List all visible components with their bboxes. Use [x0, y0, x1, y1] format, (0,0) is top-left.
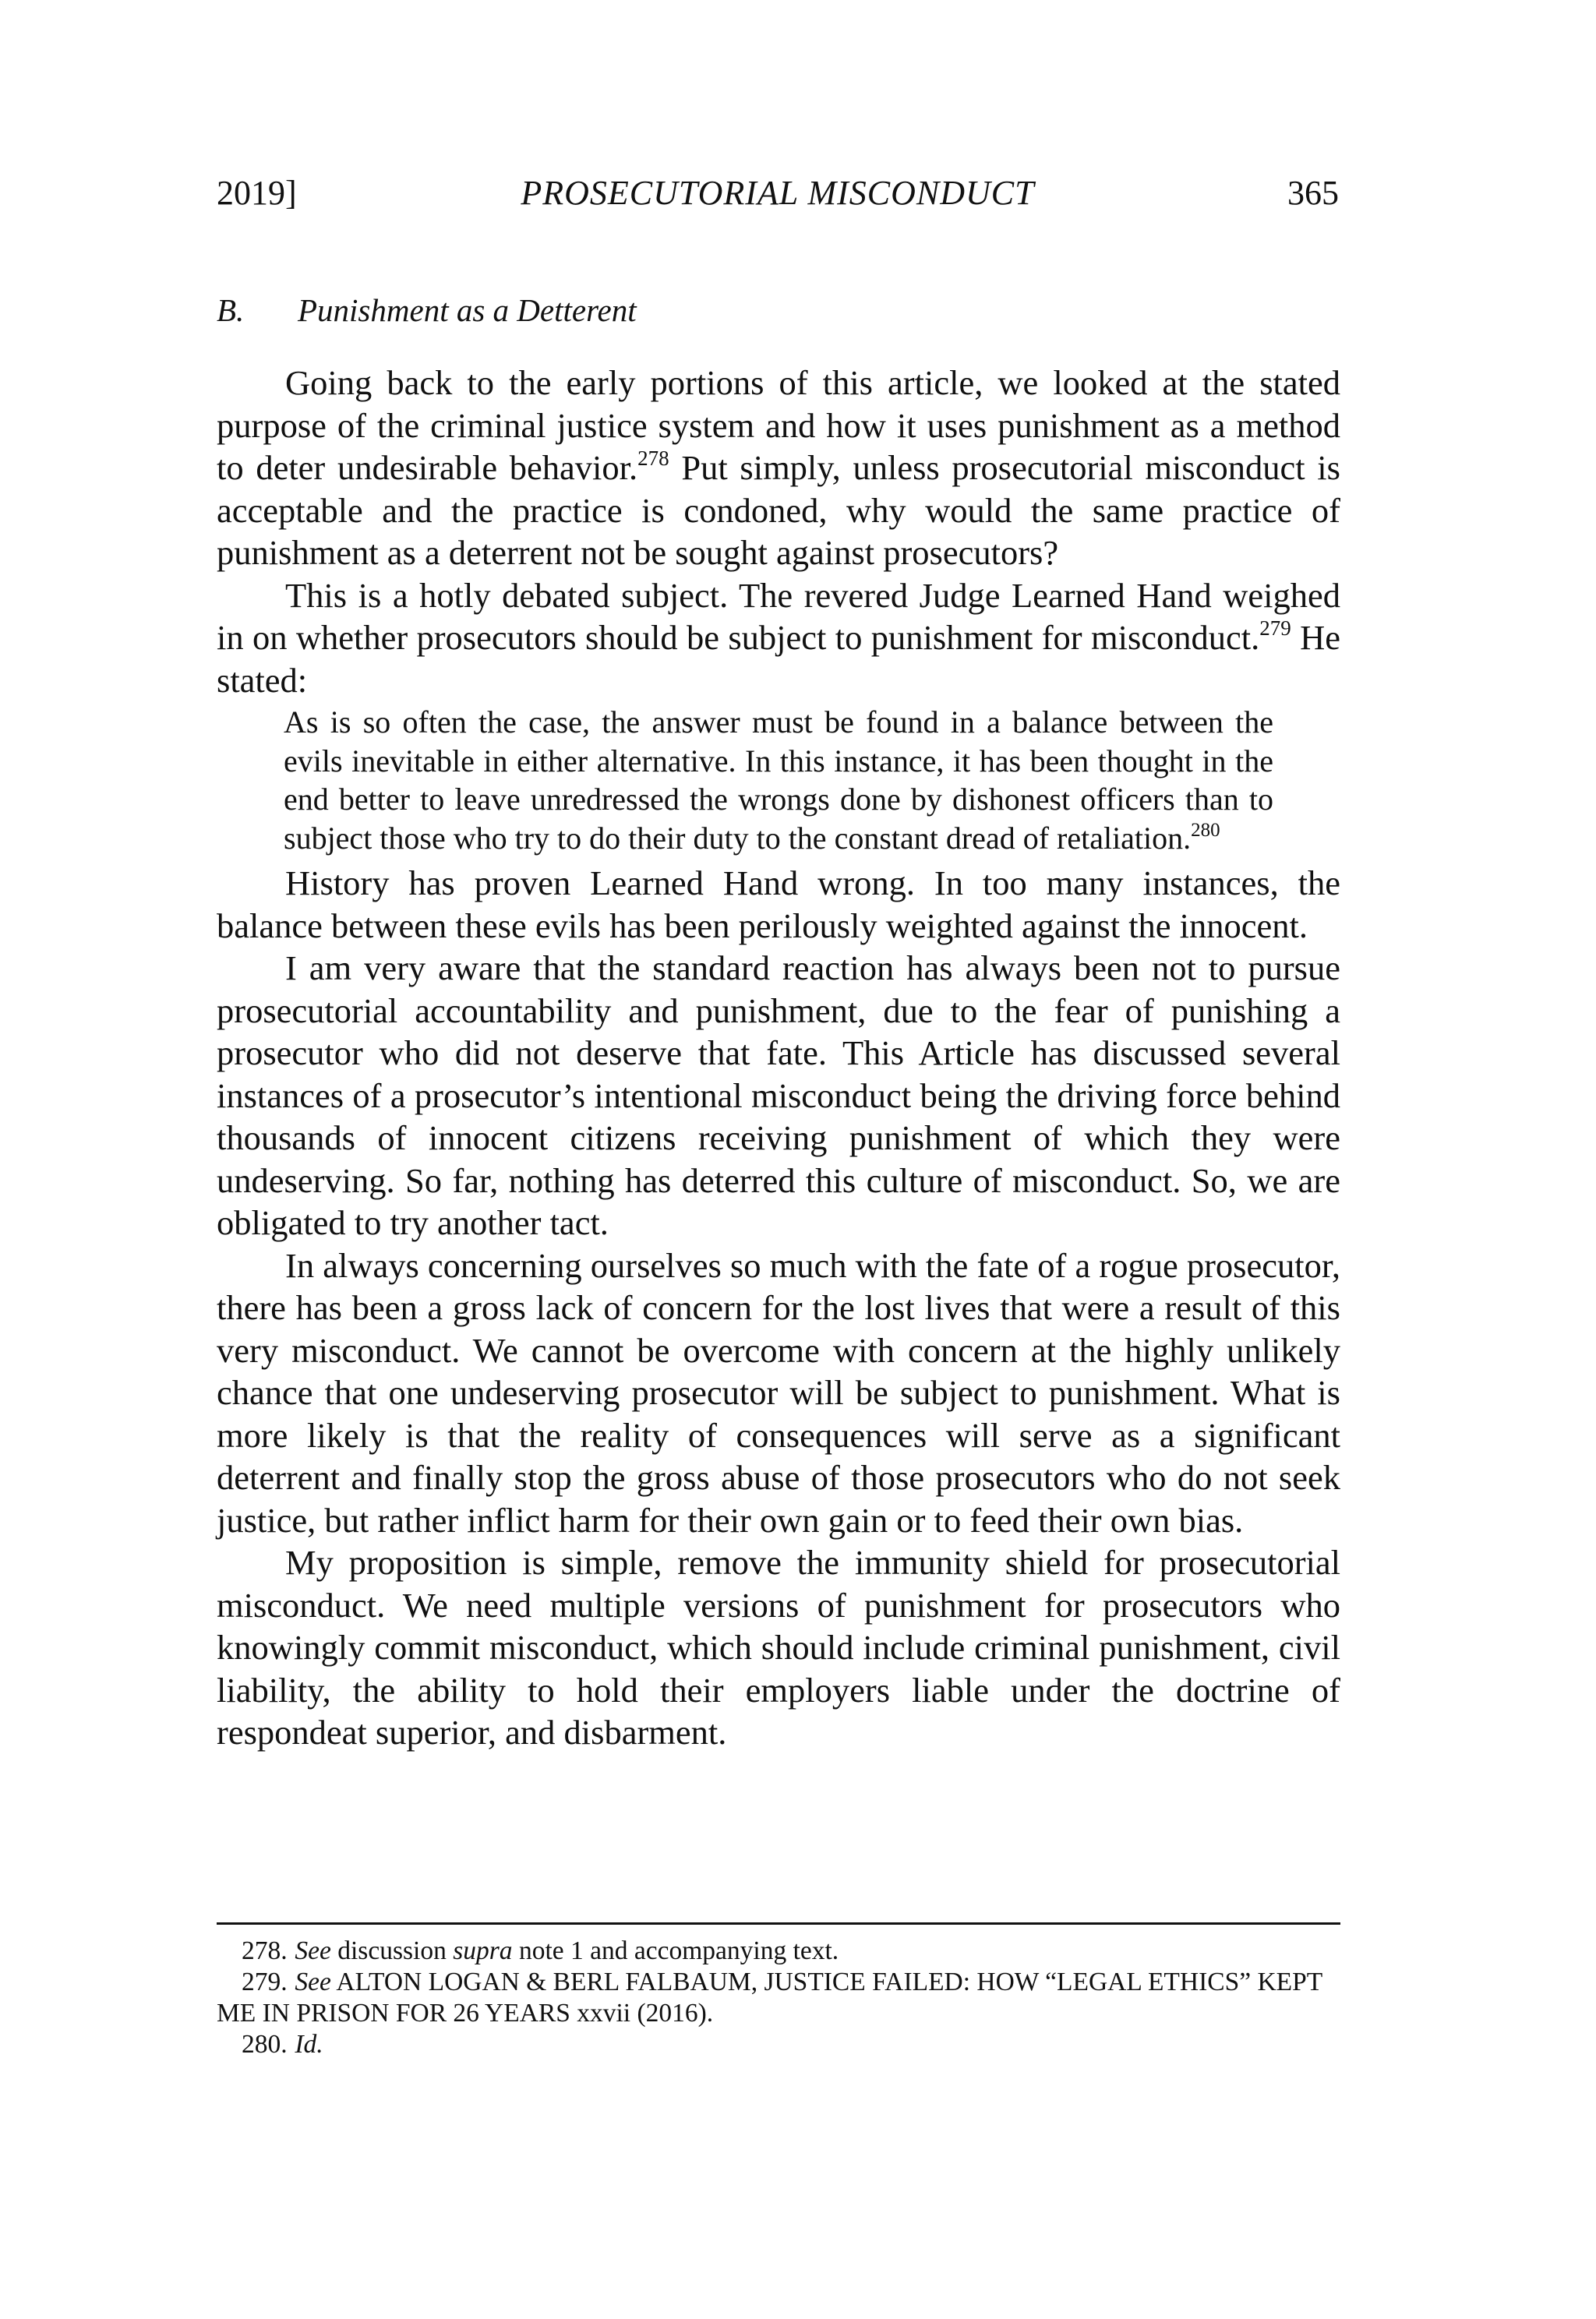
footnotes [217, 1936, 1340, 2060]
footnote-number: 280. [242, 2030, 288, 2059]
footnote-number: 279. [242, 1968, 288, 1996]
footnote-italic: Id. [295, 2030, 323, 2059]
footnote-text: discussion [330, 1936, 454, 1965]
signal: See [295, 1968, 331, 1996]
footnote-279 [217, 1967, 1340, 1998]
footnote-279-cont: ME IN PRISON FOR 26 YEARS xxvii (2016). [217, 1999, 714, 2028]
footnote-280 [217, 2029, 1340, 2060]
paragraph-text: This is a hotly debated subject. The revered Judge Learned Hand weighed in on whether prosecutors should be subject to punishment for misconduct. [217, 575, 1340, 657]
section-heading [217, 291, 637, 329]
paragraph: History has proven Learned Hand wrong. In too many instances, the balance between these evils has been perilously weighted against the innocent. [217, 863, 1340, 945]
footnote-number: 278. [242, 1936, 288, 1965]
paragraph-text: He stated: [217, 618, 1341, 700]
footnote-italic: supra [453, 1936, 513, 1965]
footnote-ref: 279 [1259, 616, 1291, 640]
footnote-text: note 1 and accompanying text. [512, 1936, 839, 1965]
running-header [217, 173, 1339, 220]
page-number: 365 [1287, 174, 1339, 212]
signal: See [295, 1936, 331, 1965]
header-year: 2019] [217, 174, 297, 212]
section-letter: B. [217, 292, 245, 328]
quote-text: As is so often the case, the answer must be found in a balance between the evils inevitable in either alternative. In this instance, it has been thought in the end better to leave unredressed the wrongs done by dishonest officers than to subject those who try to do their duty to the constant dread of retaliation. [284, 704, 1273, 856]
footnote-divider [217, 1922, 1340, 1925]
body-text [217, 362, 1340, 1754]
footnote-text: ALTON LOGAN & BERL FALBAUM, JUSTICE FAILED: HOW “LEGAL ETHICS” KEPT [330, 1968, 1323, 1996]
header-title: PROSECUTORIAL MISCONDUCT [521, 174, 1035, 212]
paragraph: In always concerning ourselves so much with the fate of a rogue prosecutor, there has been a gross lack of concern for the lost lives that were a result of this very misconduct. We cannot be overcome with concern at the highly unlikely chance that one undeserving prosecutor will be subject to punishment. What is more likely is that the reality of consequences will serve as a significant deterrent and finally stop the gross abuse of those prosecutors who do not seek justice, but rather inflict harm for their own gain or to feed their own bias. [217, 1245, 1340, 1540]
block-quote [284, 703, 1273, 857]
paragraph-text: Put simply, unless prosecutorial misconduct is acceptable and the practice is condoned, why would the same practice of punishment as a deterrent not be sought against prosecutors? [217, 448, 1340, 572]
paragraph [217, 574, 1340, 702]
footnote-278 [217, 1936, 1340, 1967]
paragraph: I am very aware that the standard reaction has always been not to pursue prosecutorial accountability and punishment, due to the fear of punishing a prosecutor who did not deserve that fate. This Article has discussed several instances of a prosecutor’s intentional misconduct being the driving force behind thousands of innocent citizens receiving punishment of which they were undeserving. So far, nothing has deterred this culture of misconduct. So, we are obligated to try another tact. [217, 948, 1340, 1242]
paragraph: My proposition is simple, remove the immunity shield for prosecutorial misconduct. We need multiple versions of punishment for prosecutors who knowingly commit misconduct, which should include criminal punishment, civil liability, the ability to hold their employers liable under the doctrine of respondeat superior, and disbarment. [217, 1543, 1340, 1752]
paragraph-text: Going back to the early portions of this article, we looked at the stated purpose of the criminal justice system and how it uses punishment as a method to deter undesirable behavior. [217, 363, 1340, 487]
footnote-ref: 280 [1191, 819, 1220, 841]
section-title: Punishment as a Detterent [298, 292, 637, 328]
footnote-ref: 278 [637, 447, 669, 470]
paragraph [217, 362, 1340, 574]
